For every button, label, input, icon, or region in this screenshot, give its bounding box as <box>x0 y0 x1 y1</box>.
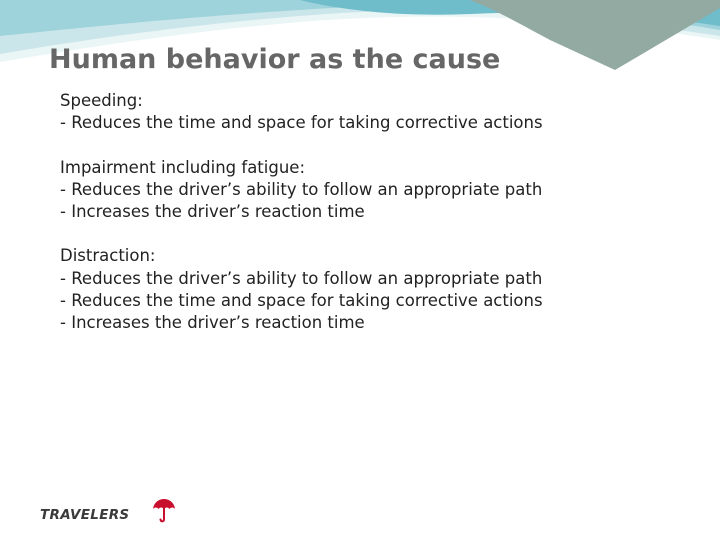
section-impairment <box>60 157 700 224</box>
logo-wordmark: TRAVELERS <box>40 507 130 523</box>
section-heading: Speeding: <box>60 91 143 110</box>
travelers-logo <box>40 498 150 526</box>
section-speeding <box>60 90 700 135</box>
bullet-point: - Reduces the driver’s ability to follow an appropriate path <box>60 179 543 199</box>
umbrella-icon <box>152 498 176 524</box>
bullet-point: - Increases the driver’s reaction time <box>60 202 365 222</box>
slide-body <box>60 90 700 357</box>
bullet-point: - Increases the driver’s reaction time <box>60 313 365 333</box>
section-heading: Distraction: <box>60 246 156 266</box>
section-heading: Impairment including fatigue: <box>60 157 306 177</box>
bullet-point: - Reduces the time and space for taking corrective actions <box>60 113 543 133</box>
section-distraction <box>60 245 700 334</box>
bullet-point: - Reduces the time and space for taking corrective actions <box>60 291 543 311</box>
bullet-point: - Reduces the driver’s ability to follow an appropriate path <box>60 268 543 288</box>
slide-title: Human behavior as the cause <box>49 44 501 75</box>
